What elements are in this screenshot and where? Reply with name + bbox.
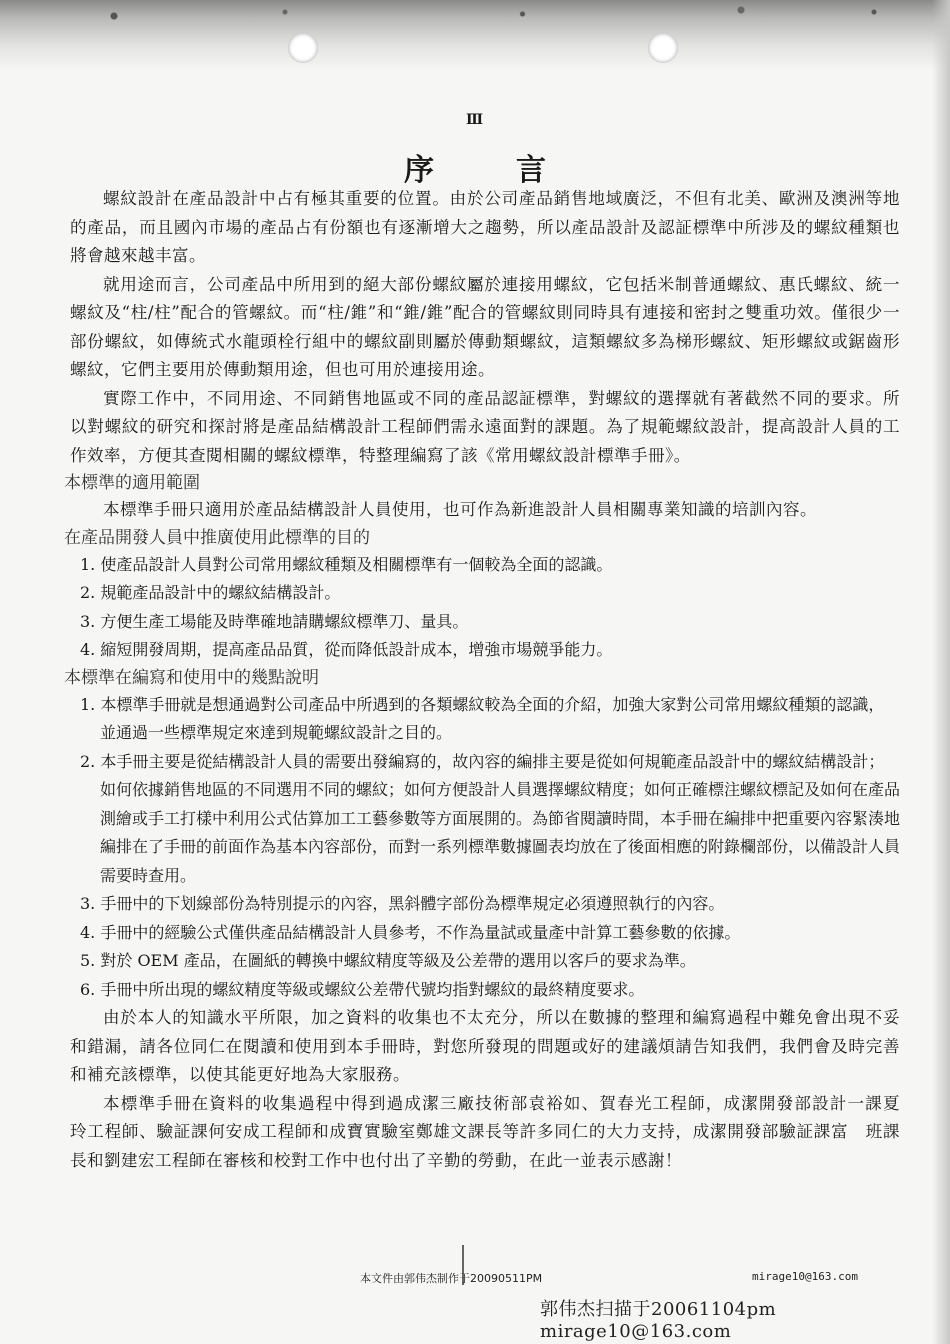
page-number: Ⅲ bbox=[465, 112, 485, 128]
notes-item-3: 3. 手冊中的下划線部份為特別提示的內容，黑斜體字部份為標準規定必須遵照執行的內容。 bbox=[80, 894, 725, 913]
notes-item-5: 5. 對於 OEM 產品，在圖紙的轉換中螺紋精度等級及公差帶的選用以客戶的要求為準。 bbox=[80, 951, 696, 970]
closing-paragraph-1: 由於本人的知識水平所限，加之資料的收集也不太充分，所以在數據的整理和編寫過程中難免會出現不妥和錯漏，請各位同仁在閱讀和使用到本手冊時，對您所發現的問題或好的建議煩請告知我們，我們會及時完善和補充該標準，以使其能更好地為大家服務。 bbox=[70, 1008, 900, 1084]
purpose-item-4: 4. 縮短開發周期，提高產品品質，從而降低設計成本，增強市場競爭能力。 bbox=[80, 640, 613, 659]
purpose-item-3: 3. 方便生產工場能及時準確地請購螺紋標準刀、量具。 bbox=[80, 611, 469, 631]
notes-item-2: 2. 本手冊主要是從結構設計人員的需要出發編寫的，故內容的編排主要是從如何規範產品設計中的螺紋結構設計；如何依據銷售地區的不同選用不同的螺紋；如何方便設計人員選擇螺紋精度；如何正確標注螺紋標記及如何在產品測繪或手工打樣中利用公式估算加工工藝參數等方面展開的。為節省閱讀時間，本手冊在編排中把重要內容緊湊地編排在了手冊的前面作為基本內容部份，而對一系列標準數據圖表均放在了後面相應的附錄欄部份，以備設計人員需要時查用。 bbox=[80, 751, 901, 885]
punch-hole-left bbox=[288, 33, 318, 63]
intro-paragraph-3: 實際工作中，不同用途、不同銷售地區或不同的產品認証標準，對螺紋的選擇就有著截然不同的要求。所以對螺紋的研究和探討將是產品結構設計工程師們需永遠面對的課題。為了規範螺紋設計，提高設計人員的工作效率，方便其查閱相關的螺紋標準，特整理編寫了該《常用螺紋設計標準手冊》。 bbox=[70, 388, 900, 465]
purpose-item-1: 1. 使產品設計人員對公司常用螺紋種類及相關標準有一個較為全面的認識。 bbox=[80, 554, 613, 574]
scan-stamp: 郭伟杰扫描于20061104pm mirage10@163.com bbox=[540, 1299, 795, 1342]
purpose-item-2: 2. 規範產品設計中的螺紋結構設計。 bbox=[80, 583, 341, 602]
document-body bbox=[64, 185, 917, 1175]
notes-item-1: 1. 本標準手冊就是想通過對公司產品中所遇到的各類螺紋較為全面的介紹，加強大家對公司常用螺紋種類的認識，並通過一些標準規定來達到規範螺紋設計之目的。 bbox=[80, 694, 885, 742]
scope-paragraph: 本標準手冊只適用於產品結構設計人員使用，也可作為新進設計人員相關專業知識的培訓內容。 bbox=[103, 500, 817, 519]
punch-hole-right bbox=[648, 33, 678, 63]
intro-paragraph-2: 就用途而言，公司產品中所用到的絕大部份螺紋屬於連接用螺紋，它包括米制普通螺紋、惠氏螺紋、統一螺紋及“柱/柱”配合的管螺紋。而“柱/錐”和“錐/錐”配合的管螺紋則同時具有連接和密封之雙重功效。僅很少一部份螺紋，如傳統式水龍頭栓行組中的螺紋副則屬於傳動類螺紋，這類螺紋多為梯形螺紋、矩形螺紋或鋸齒形螺紋，它們主要用於傳動類用途，但也可用於連接用途。 bbox=[70, 274, 900, 379]
section-heading-purpose: 在產品開發人員中推廣使用此標準的目的 bbox=[64, 527, 370, 548]
footer-email: mirage10@163.com bbox=[752, 1270, 858, 1283]
section-heading-notes: 本標準在編寫和使用中的幾點說明 bbox=[64, 667, 319, 688]
closing-paragraph-2: 本標準手冊在資料的收集過程中得到過成潔三廠技術部袁裕如、賀春光工程師，成潔開發部設計一課夏 玲工程師、驗証課何安成工程師和成寶實驗室鄭雄文課長等許多同仁的大力支持，成潔開發部驗証課富 班課長和劉建宏工程師在審核和校對工作中也付出了辛勤的勞動，在此一並表示感謝！ bbox=[70, 1093, 917, 1170]
page-title: 序言 bbox=[404, 153, 628, 188]
notes-item-4: 4. 手冊中的經驗公式僅供產品結構設計人員參考，不作為量試或量產中計算工藝參數的依據。 bbox=[80, 922, 741, 942]
section-heading-scope: 本標準的適用範圍 bbox=[64, 473, 200, 493]
footer-maker-note: 本文件由郭伟杰制作于20090511PM bbox=[360, 1272, 543, 1285]
scan-right-shadow bbox=[932, 0, 950, 1344]
scan-top-edge bbox=[0, 0, 950, 70]
intro-paragraph-1: 螺紋設計在產品設計中占有極其重要的位置。由於公司產品銷售地域廣泛，不但有北美、歐洲及澳洲等地的產品，而且國內市場的產品占有份額也有逐漸增大之趨勢，所以產品設計及認証標準中所涉及的螺紋種類也將會越來越丰富。 bbox=[70, 189, 900, 265]
notes-item-6: 6. 手冊中所出現的螺紋精度等級或螺紋公差帶代號均指對螺紋的最終精度要求。 bbox=[80, 979, 645, 999]
